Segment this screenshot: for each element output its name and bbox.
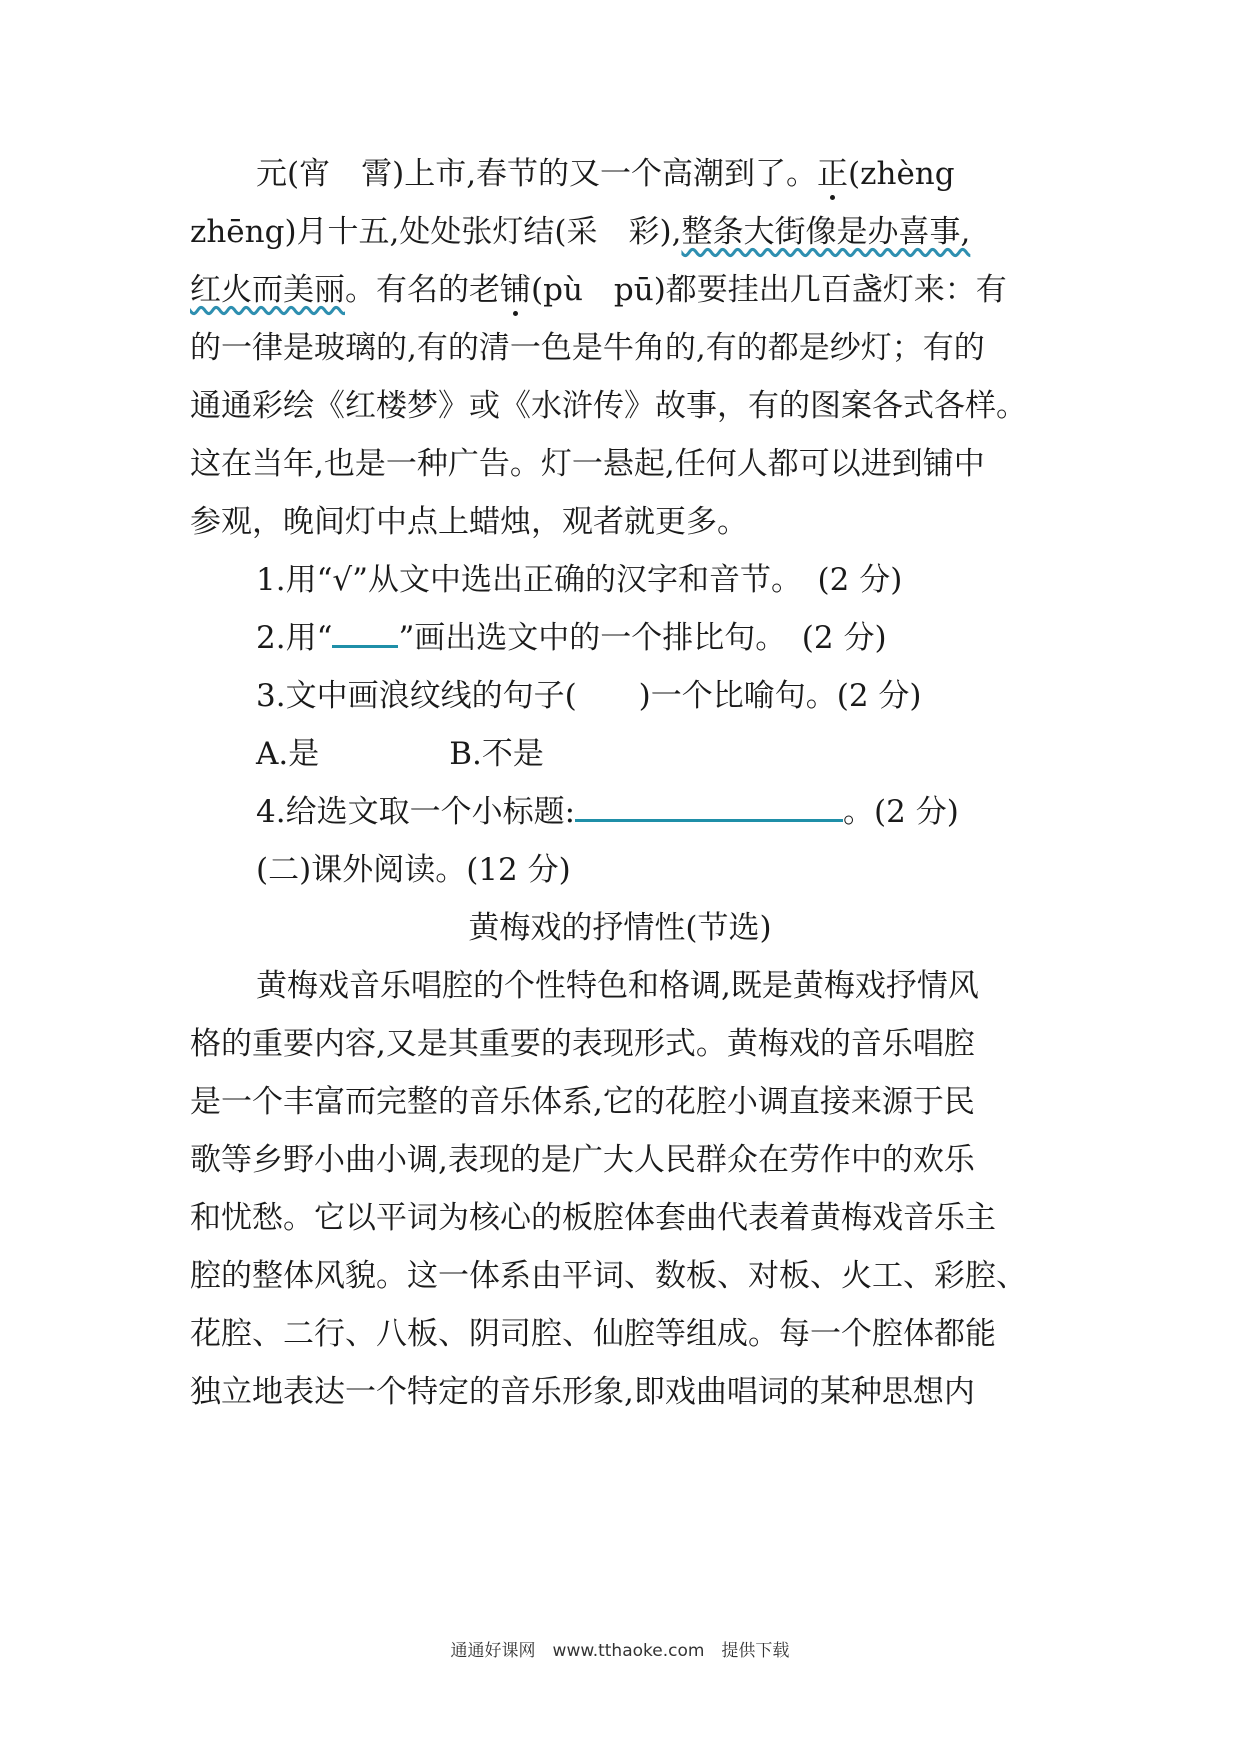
passage-line-3: 红火而美丽。有名的老铺(pù pū)都要挂出几百盏灯来：有 <box>190 272 1007 308</box>
wavy-underlined-sentence: 整条大街像是办喜事, <box>681 214 971 250</box>
article-line-3: 是一个丰富而完整的音乐体系,它的花腔小调直接来源于民 <box>190 1084 975 1120</box>
option-b: B.不是 <box>449 736 544 772</box>
option-a: A.是 <box>256 736 320 772</box>
wavy-underlined-sentence-end: 红火而美丽 <box>190 272 345 308</box>
dotted-char: 铺 <box>500 272 531 308</box>
article-line-1: 黄梅戏音乐唱腔的个性特色和格调,既是黄梅戏抒情风 <box>256 968 979 1004</box>
passage-line-4: 的一律是玻璃的,有的清一色是牛角的,有的都是纱灯；有的 <box>190 330 985 366</box>
footer-source: 通通好课网 www.tthaoke.com 提供下载 <box>450 1641 790 1661</box>
question-2: 2.用“ ”画出选文中的一个排比句。 (2 分) <box>256 620 887 656</box>
article-line-7: 花腔、二行、八板、阴司腔、仙腔等组成。每一个腔体都能 <box>190 1316 996 1352</box>
article-line-2: 格的重要内容,又是其重要的表现形式。黄梅戏的音乐唱腔 <box>190 1026 975 1062</box>
passage-line-7: 参观，晚间灯中点上蜡烛，观者就更多。 <box>190 504 748 540</box>
question-3-options <box>256 734 544 774</box>
article-line-4: 歌等乡野小曲小调,表现的是广大人民群众在劳作中的欢乐 <box>190 1142 975 1178</box>
underline-sample <box>332 619 398 648</box>
question-1: 1.用“√”从文中选出正确的汉字和音节。 (2 分) <box>256 562 903 598</box>
answer-blank <box>575 793 843 822</box>
question-4: 4.给选文取一个小标题: 。(2 分) <box>256 794 959 830</box>
dotted-char: 正 <box>817 156 849 192</box>
article-line-8: 独立地表达一个特定的音乐形象,即戏曲唱词的某种思想内 <box>190 1374 975 1410</box>
passage-line-6: 这在当年,也是一种广告。灯一悬起,任何人都可以进到铺中 <box>190 446 985 482</box>
passage-line-1: 元(宵 霄)上市,春节的又一个高潮到了。正(zhèng <box>256 156 955 192</box>
section-heading: (二)课外阅读。(12 分) <box>256 852 571 888</box>
passage-line-5: 通通彩绘《红楼梦》或《水浒传》故事，有的图案各式各样。 <box>190 388 1027 424</box>
passage-line-2: zhēng)月十五,处处张灯结(采 彩),整条大街像是办喜事, <box>190 214 971 250</box>
article-line-6: 腔的整体风貌。这一体系由平词、数板、对板、火工、彩腔、 <box>190 1258 1027 1294</box>
article-line-5: 和忧愁。它以平词为核心的板腔体套曲代表着黄梅戏音乐主 <box>190 1200 996 1236</box>
question-3: 3.文中画浪纹线的句子( )一个比喻句。(2 分) <box>256 678 922 714</box>
article-title: 黄梅戏的抒情性(节选) <box>468 910 772 946</box>
